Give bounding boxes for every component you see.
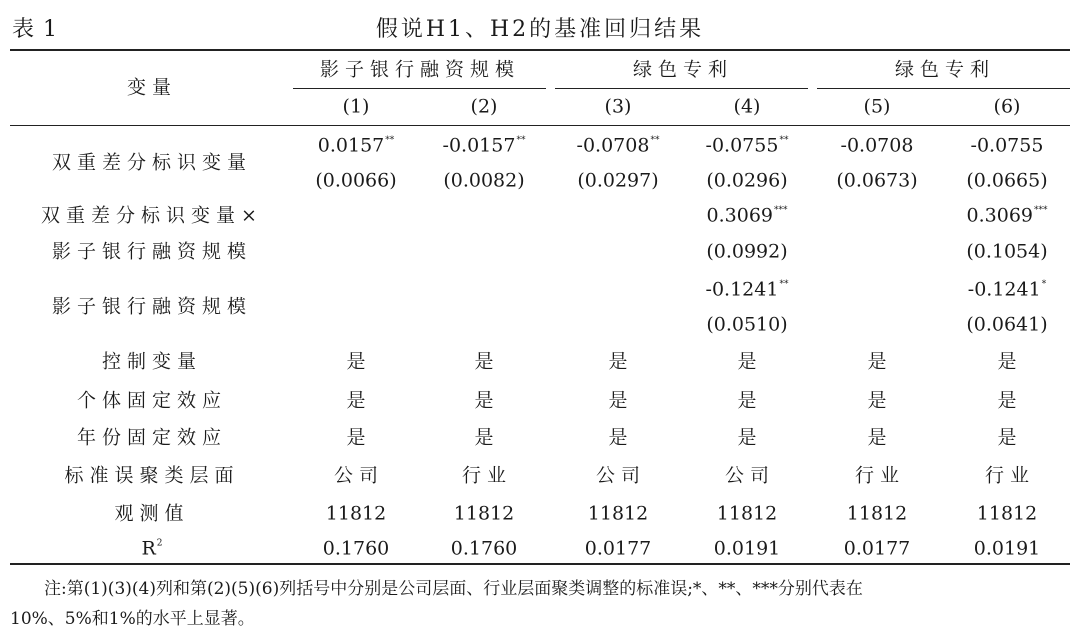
header-group-2: 绿色专利 <box>632 58 734 81</box>
did-se-3: (0.0297) <box>577 169 659 192</box>
year-fe-5: 是 <box>867 426 887 449</box>
group-rule-1 <box>293 88 546 89</box>
row-label-shadow: 影子银行融资规模 <box>51 295 253 318</box>
cluster-5: 行业 <box>854 464 906 487</box>
r2-6: 0.0191 <box>973 537 1041 560</box>
shadow-se-4: (0.0510) <box>706 313 788 336</box>
row-label-interaction-2: 影子银行融资规模 <box>51 240 253 263</box>
shadow-se-6: (0.0641) <box>966 313 1048 336</box>
interaction-se-4: (0.0992) <box>706 240 788 263</box>
header-col-4: (4) <box>733 95 761 118</box>
header-rule <box>10 125 1070 126</box>
year-fe-3: 是 <box>608 426 628 449</box>
shadow-coef-6: -0.1241* <box>967 278 1047 301</box>
firm-fe-1: 是 <box>346 389 366 412</box>
firm-fe-5: 是 <box>867 389 887 412</box>
row-label-interaction-1: 双重差分标识变量× <box>41 204 263 227</box>
did-se-2: (0.0082) <box>443 169 525 192</box>
obs-2: 11812 <box>453 502 515 525</box>
did-coef-3: -0.0708** <box>576 134 660 157</box>
controls-1: 是 <box>346 350 366 373</box>
did-se-4: (0.0296) <box>706 169 788 192</box>
header-col-3: (3) <box>604 95 632 118</box>
interaction-coef-6: 0.3069*** <box>966 204 1048 227</box>
group-rule-3 <box>817 88 1070 89</box>
row-label-firm-fe: 个体固定效应 <box>76 389 228 412</box>
row-label-r2: $R^2$ <box>141 537 163 560</box>
table-note <box>10 574 1070 634</box>
controls-6: 是 <box>997 350 1017 373</box>
did-coef-2: -0.0157** <box>442 134 526 157</box>
interaction-coef-4: 0.3069*** <box>706 204 788 227</box>
r2-2: 0.1760 <box>450 537 518 560</box>
row-label-obs: 观测值 <box>114 502 190 525</box>
group-rule-2 <box>555 88 808 89</box>
cluster-4: 公司 <box>724 464 776 487</box>
row-label-year-fe: 年份固定效应 <box>76 426 228 449</box>
year-fe-6: 是 <box>997 426 1017 449</box>
top-rule <box>10 49 1070 51</box>
did-coef-4: -0.0755** <box>705 134 789 157</box>
table-label: 表 1 <box>12 17 58 42</box>
r2-3: 0.0177 <box>584 537 652 560</box>
header-col-1: (1) <box>342 95 370 118</box>
year-fe-1: 是 <box>346 426 366 449</box>
note-line-1: 注:第(1)(3)(4)列和第(2)(5)(6)列括号中分别是公司层面、行业层面聚类调整的标准误;*、**、***分别代表在 <box>44 579 863 599</box>
obs-6: 11812 <box>976 502 1038 525</box>
r2-4: 0.0191 <box>713 537 781 560</box>
cluster-3: 公司 <box>595 464 647 487</box>
year-fe-4: 是 <box>737 426 757 449</box>
did-coef-1: 0.0157** <box>317 134 395 157</box>
did-se-1: (0.0066) <box>315 169 397 192</box>
table-title: 假说H1、H2的基准回归结果 <box>375 17 705 42</box>
shadow-coef-4: -0.1241** <box>705 278 789 301</box>
firm-fe-4: 是 <box>737 389 757 412</box>
header-col-2: (2) <box>470 95 498 118</box>
controls-4: 是 <box>737 350 757 373</box>
did-coef-5: -0.0708 <box>840 134 914 157</box>
controls-5: 是 <box>867 350 887 373</box>
cluster-1: 公司 <box>333 464 385 487</box>
year-fe-2: 是 <box>474 426 494 449</box>
firm-fe-3: 是 <box>608 389 628 412</box>
obs-5: 11812 <box>846 502 908 525</box>
obs-1: 11812 <box>325 502 387 525</box>
row-label-did: 双重差分标识变量 <box>51 151 253 174</box>
did-se-6: (0.0665) <box>966 169 1048 192</box>
header-col-6: (6) <box>993 95 1021 118</box>
did-se-5: (0.0673) <box>836 169 918 192</box>
r2-1: 0.1760 <box>322 537 390 560</box>
header-col-5: (5) <box>863 95 891 118</box>
firm-fe-6: 是 <box>997 389 1017 412</box>
obs-3: 11812 <box>587 502 649 525</box>
cluster-2: 行业 <box>461 464 513 487</box>
row-label-cluster: 标准误聚类层面 <box>64 464 240 487</box>
note-line-2: 10%、5%和1%的水平上显著。 <box>10 609 255 629</box>
row-label-controls: 控制变量 <box>101 350 203 373</box>
did-coef-6: -0.0755 <box>970 134 1044 157</box>
header-variable: 变量 <box>126 76 178 99</box>
r2-5: 0.0177 <box>843 537 911 560</box>
controls-3: 是 <box>608 350 628 373</box>
cluster-6: 行业 <box>984 464 1036 487</box>
obs-4: 11812 <box>716 502 778 525</box>
interaction-se-6: (0.1054) <box>966 240 1048 263</box>
header-group-3: 绿色专利 <box>894 58 996 81</box>
header-group-1: 影子银行融资规模 <box>319 58 521 81</box>
title-row <box>0 12 1080 42</box>
controls-2: 是 <box>474 350 494 373</box>
bottom-rule <box>10 563 1070 565</box>
firm-fe-2: 是 <box>474 389 494 412</box>
